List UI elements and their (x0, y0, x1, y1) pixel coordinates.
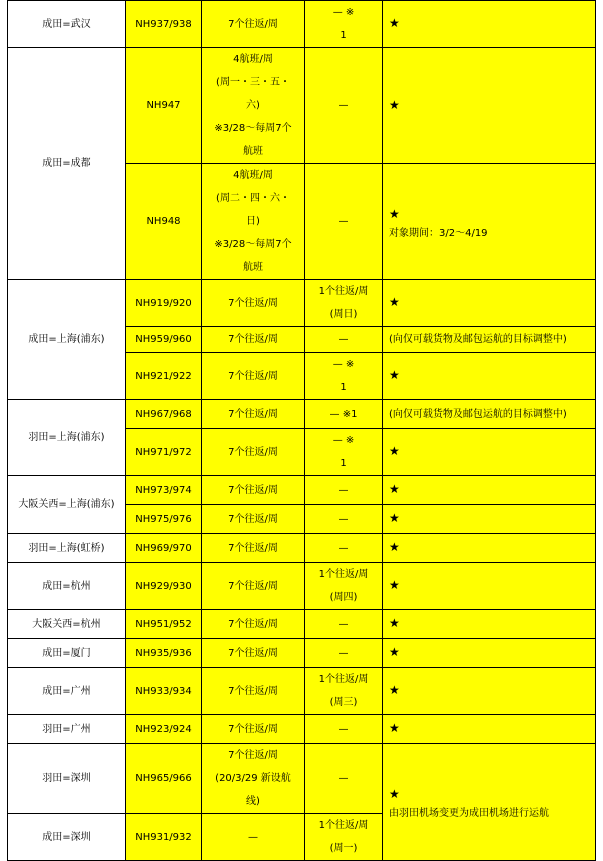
flight-number-cell: NH937/938 (126, 1, 202, 48)
table-row (8, 715, 596, 744)
table-row (8, 48, 596, 164)
reduced-text: 1 (340, 30, 347, 41)
frequency-text: ※3/28～每周7个 (214, 123, 292, 134)
reduced-cell: — (305, 476, 383, 505)
flight-number-cell: NH969/970 (126, 534, 202, 563)
flight-number-cell: NH933/934 (126, 668, 202, 715)
note-cell (383, 280, 596, 327)
frequency-text: ※3/28～每周7个 (214, 239, 292, 250)
table-row (8, 534, 596, 563)
frequency-text: 日) (246, 216, 260, 227)
frequency-cell: 7个往返/周 (202, 639, 305, 668)
route-cell: 成田=杭州 (8, 563, 126, 610)
frequency-text: 线) (246, 796, 260, 807)
frequency-cell: 7个往返/周 (202, 715, 305, 744)
route-cell: 羽田=广州 (8, 715, 126, 744)
frequency-cell: 7个往返/周 (202, 400, 305, 429)
reduced-text: (周日) (329, 309, 358, 320)
note-cell (383, 563, 596, 610)
flight-number-cell: NH919/920 (126, 280, 202, 327)
reduced-text: 1 (340, 458, 347, 469)
reduced-cell: — (305, 610, 383, 639)
flight-number-cell: NH951/952 (126, 610, 202, 639)
reduced-text: — ※ (332, 359, 355, 370)
note-cell (383, 715, 596, 744)
star-mark: ★ (389, 368, 400, 382)
note-cell (383, 639, 596, 668)
flight-number-cell: NH929/930 (126, 563, 202, 610)
reduced-cell (305, 814, 383, 861)
note-cell (383, 610, 596, 639)
frequency-text: 7个往返/周 (228, 750, 278, 761)
frequency-cell: 7个往返/周 (202, 534, 305, 563)
route-cell: 成田=广州 (8, 668, 126, 715)
frequency-cell: — (202, 814, 305, 861)
frequency-cell (202, 1, 305, 48)
route-cell: 成田=上海(浦东) (8, 280, 126, 400)
frequency-cell: 7个往返/周 (202, 668, 305, 715)
frequency-text: (周二・四・六・ (216, 193, 290, 204)
frequency-text: 航班 (243, 262, 263, 273)
reduced-cell (305, 563, 383, 610)
route-cell: 成田=深圳 (8, 814, 126, 861)
reduced-text: (周四) (329, 592, 358, 603)
reduced-text: 1个往返/周 (318, 820, 369, 831)
route-cell: 成田=成都 (8, 48, 126, 280)
note-cell: (向仅可载货物及邮包运航的目标调整中) (383, 327, 596, 353)
star-mark: ★ (389, 645, 400, 659)
star-mark: ★ (389, 616, 400, 630)
frequency-text: (20/3/29 新设航 (215, 773, 291, 784)
star-mark: ★ (389, 683, 400, 697)
flight-number-cell: NH975/976 (126, 505, 202, 534)
star-mark: ★ (389, 540, 400, 554)
note-cell (383, 668, 596, 715)
frequency-cell (202, 744, 305, 814)
note-cell (383, 353, 596, 400)
reduced-cell: — (305, 327, 383, 353)
note-cell (383, 164, 596, 280)
star-mark: ★ (389, 16, 400, 30)
reduced-cell: — (305, 164, 383, 280)
flight-number-cell: NH921/922 (126, 353, 202, 400)
reduced-cell (305, 280, 383, 327)
frequency-text: 4航班/周 (233, 170, 273, 181)
route-cell: 羽田=上海(虹桥) (8, 534, 126, 563)
flight-number-cell: NH971/972 (126, 429, 202, 476)
frequency-text: 7个往返/周 (228, 18, 278, 30)
note-cell (383, 744, 596, 861)
reduced-cell: — (305, 639, 383, 668)
note-cell (383, 534, 596, 563)
note-cell (383, 1, 596, 48)
reduced-cell: — ※1 (305, 400, 383, 429)
star-mark: ★ (389, 578, 400, 592)
reduced-text: 1个往返/周 (318, 286, 369, 297)
route-cell: 成田=厦门 (8, 639, 126, 668)
reduced-cell: — (305, 534, 383, 563)
table-row (8, 744, 596, 814)
star-mark: ★ (389, 295, 400, 309)
reduced-cell (305, 1, 383, 48)
table-row (8, 280, 596, 327)
route-cell: 羽田=上海(浦东) (8, 400, 126, 476)
reduced-cell: — (305, 505, 383, 534)
frequency-cell: 7个往返/周 (202, 505, 305, 534)
star-mark: ★ (389, 482, 400, 496)
table-row (8, 563, 596, 610)
frequency-cell (202, 164, 305, 280)
star-mark: ★ (389, 511, 400, 525)
frequency-cell (202, 48, 305, 164)
flight-number-cell: NH973/974 (126, 476, 202, 505)
flight-number-cell: NH931/932 (126, 814, 202, 861)
star-mark: ★ (389, 444, 400, 458)
period-note: 对象期间：3/2～4/19 (389, 227, 488, 239)
star-mark: ★ (389, 206, 400, 221)
table-row (8, 610, 596, 639)
route-cell: 成田=武汉 (8, 1, 126, 48)
reduced-cell (305, 353, 383, 400)
flight-number-cell: NH967/968 (126, 400, 202, 429)
note-cell (383, 505, 596, 534)
reduced-cell: — (305, 715, 383, 744)
note-cell (383, 476, 596, 505)
reduced-text: 1个往返/周 (318, 569, 369, 580)
frequency-text: 4航班/周 (233, 54, 273, 65)
reduced-text: — ※ (332, 7, 355, 18)
star-mark: ★ (389, 721, 400, 735)
reduced-text: (周一) (329, 843, 358, 854)
flight-schedule-table (7, 0, 596, 861)
route-cell: 羽田=深圳 (8, 744, 126, 814)
table-row (8, 476, 596, 505)
frequency-text: (周一・三・五・ (216, 77, 290, 88)
reduced-cell (305, 429, 383, 476)
star-mark: ★ (389, 787, 400, 801)
transfer-note: 由羽田机场变更为成田机场进行运航 (389, 808, 549, 819)
frequency-cell: 7个往返/周 (202, 280, 305, 327)
reduced-cell: — (305, 744, 383, 814)
flight-number-cell: NH923/924 (126, 715, 202, 744)
frequency-cell: 7个往返/周 (202, 476, 305, 505)
frequency-text: 航班 (243, 146, 263, 157)
table-row (8, 1, 596, 48)
route-cell: 大阪关西=上海(浦东) (8, 476, 126, 534)
frequency-cell: 7个往返/周 (202, 353, 305, 400)
note-cell (383, 429, 596, 476)
table-row (8, 400, 596, 429)
reduced-text: 1 (340, 382, 347, 393)
table-row (8, 639, 596, 668)
reduced-cell: — (305, 48, 383, 164)
note-cell (383, 48, 596, 164)
table-row (8, 668, 596, 715)
frequency-cell: 7个往返/周 (202, 563, 305, 610)
frequency-cell: 7个往返/周 (202, 429, 305, 476)
frequency-cell: 7个往返/周 (202, 327, 305, 353)
flight-number-cell: NH948 (126, 164, 202, 280)
reduced-text: — ※ (332, 435, 355, 446)
flight-number-cell: NH965/966 (126, 744, 202, 814)
reduced-text: (周三) (329, 697, 358, 708)
note-cell: (向仅可载货物及邮包运航的目标调整中) (383, 400, 596, 429)
route-cell: 大阪关西=杭州 (8, 610, 126, 639)
reduced-text: 1个往返/周 (318, 674, 369, 685)
flight-number-cell: NH959/960 (126, 327, 202, 353)
star-mark: ★ (389, 97, 400, 112)
flight-number-cell: NH935/936 (126, 639, 202, 668)
flight-number-cell: NH947 (126, 48, 202, 164)
reduced-cell (305, 668, 383, 715)
frequency-text: 六) (246, 100, 260, 111)
frequency-cell: 7个往返/周 (202, 610, 305, 639)
